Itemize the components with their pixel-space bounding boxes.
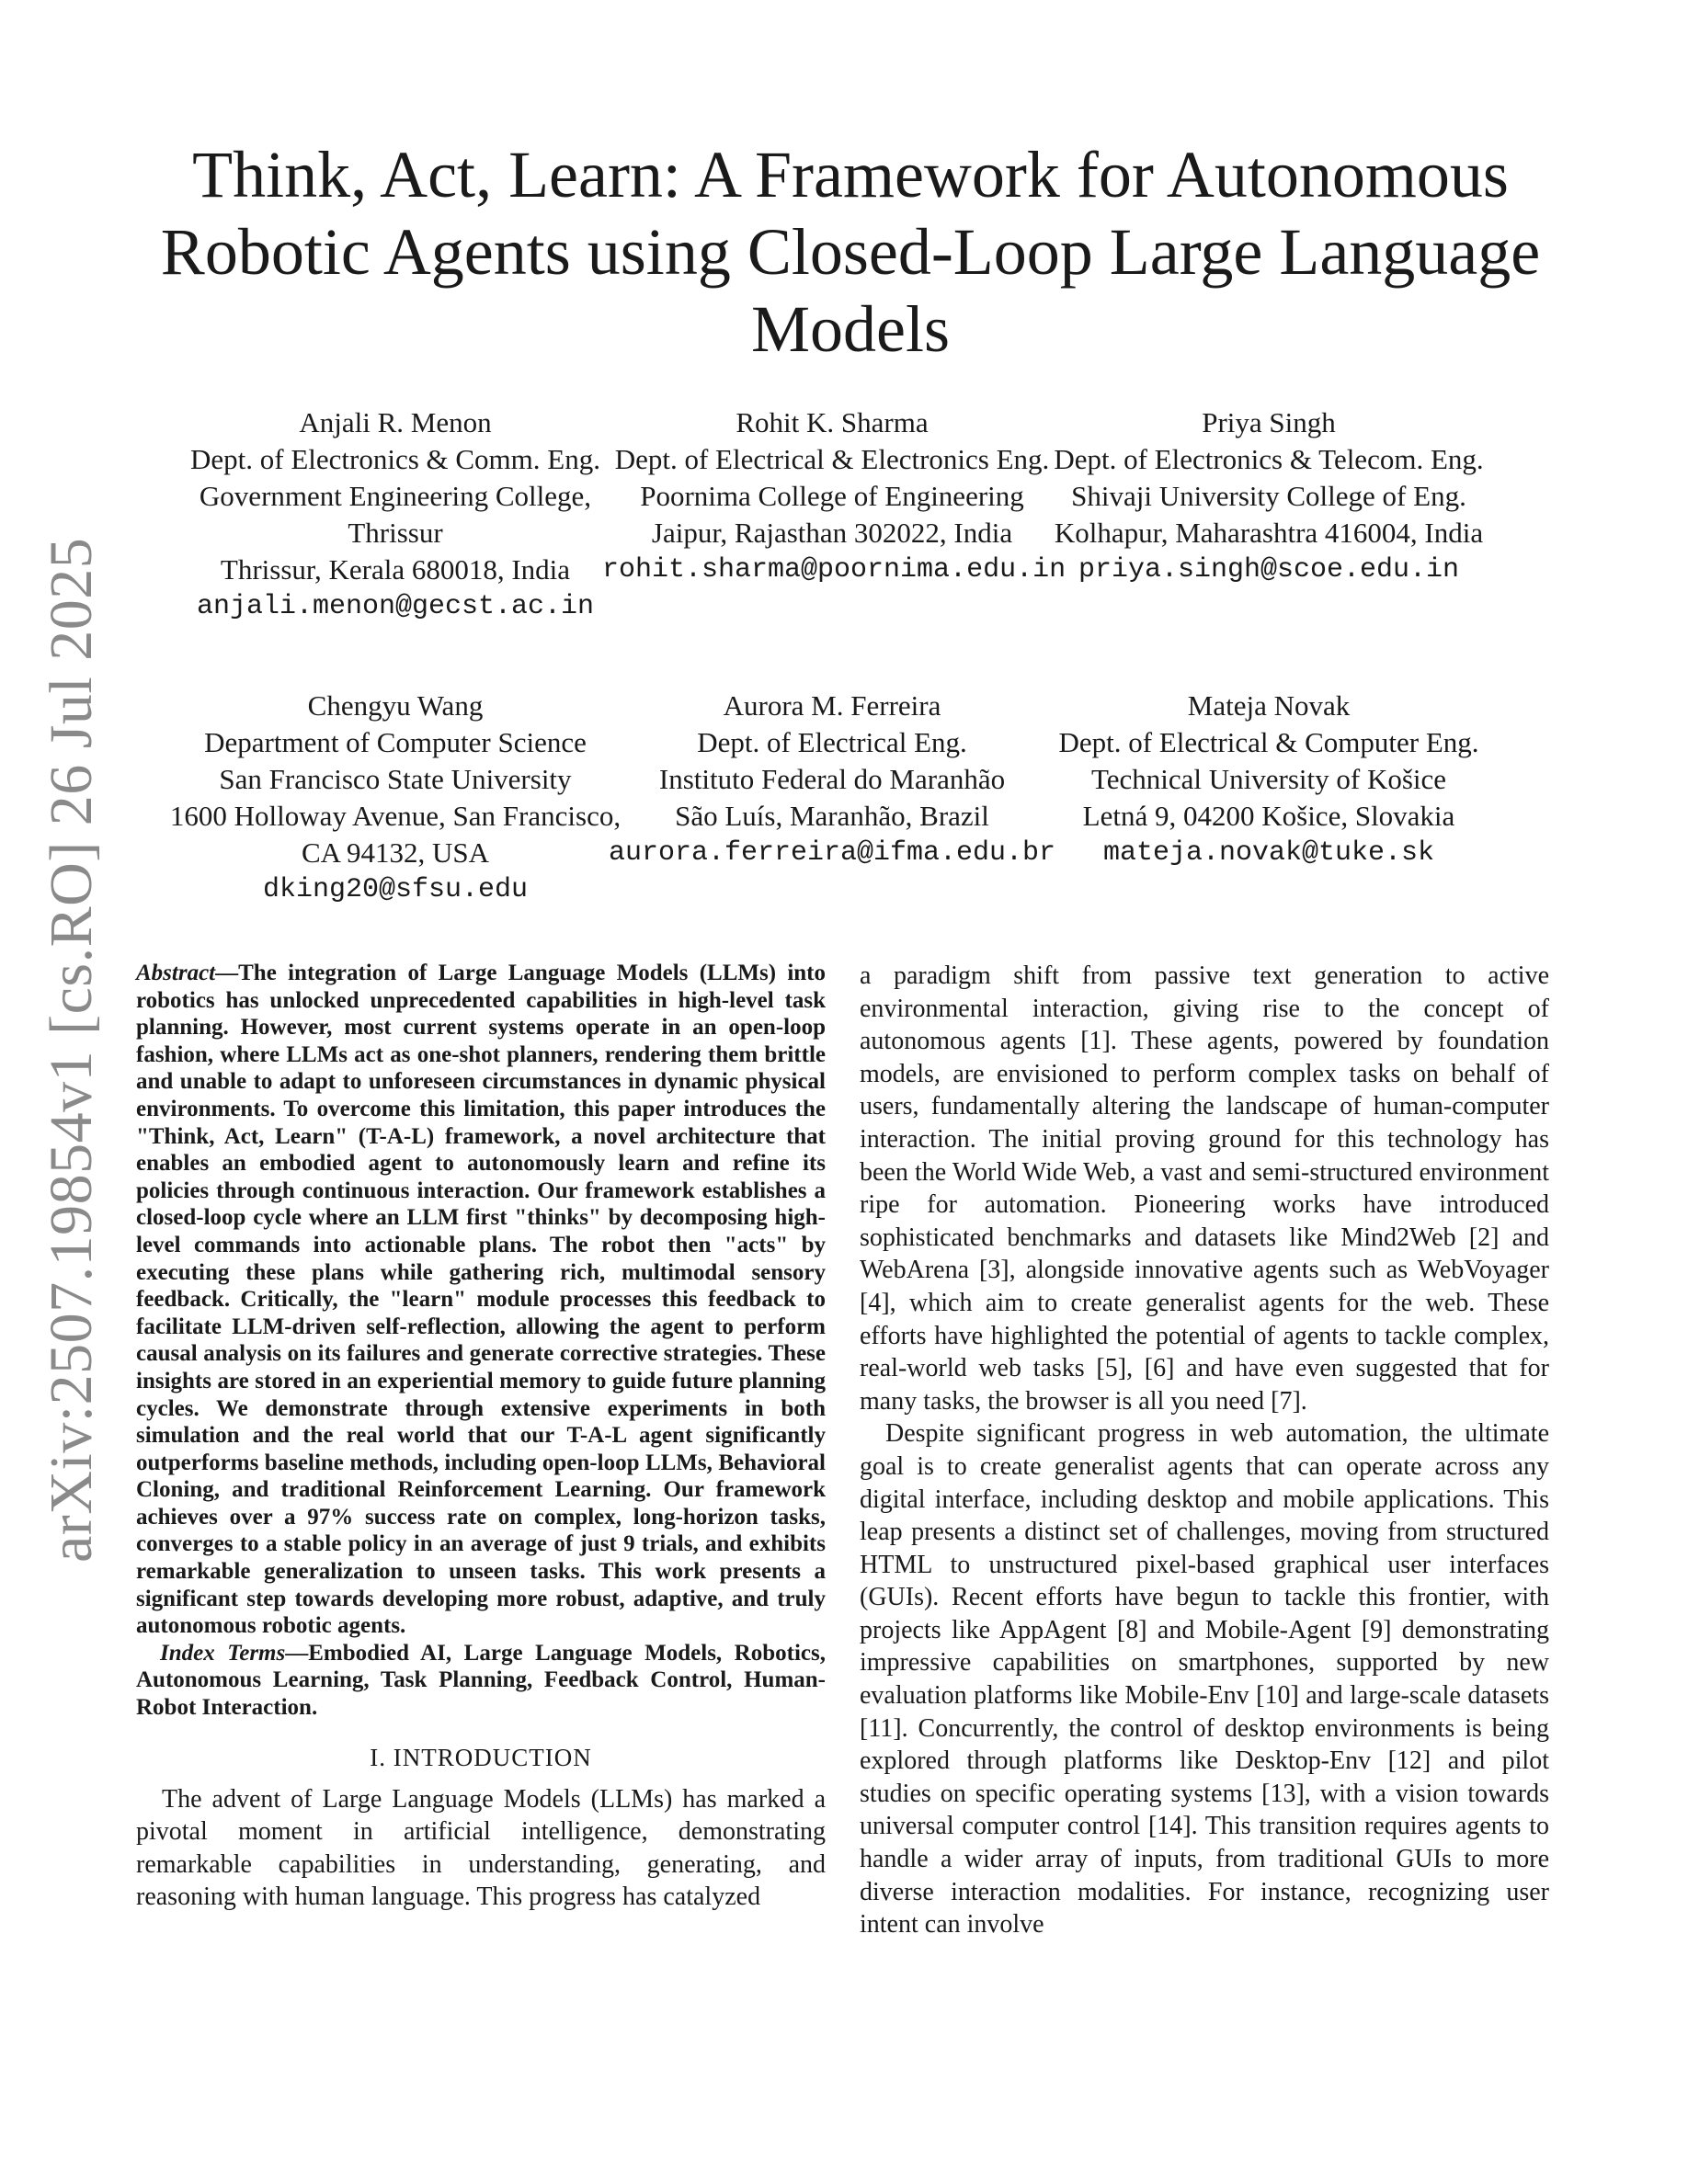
author-email[interactable]: priya.singh@scoe.edu.in — [1078, 554, 1460, 586]
author-address: São Luís, Maranhão, Brazil — [675, 800, 989, 832]
intro-paragraph: Despite significant progress in web automation, the ultimate goal is to create generalist agents that can operate across any digital interface, including desktop and mobile applications. This leap presents a distinct set of challenges, moving from structured HTML to unstructured pixel-based graphical user interfaces (GUIs). Recent efforts have begun to tackle this frontier, with projects like AppAgent [8] and Mobile-Agent [9] demonstrating impressive capabilities on smartphones, supported by new evaluation platforms like Mobile-Env [10] and large-scale datasets [11]. Concurrently, the control of desktop environments is being explored through platforms like Desktop-Env [12] and pilot studies on specific operating systems [13], with a vision towards universal computer control [14]. This transition requires agents to handle a wider array of inputs, from traditional GUIs to more diverse interaction modalities. For instance, recognizing user intent can involve — [860, 1419, 1549, 1939]
abstract-text: —The integration of Large Language Models (LLMs) into robotics has unlocked unprecedented capabilities in high-level task planning. However, most current systems operate in an open-loop fashion, where LLMs act as one-shot planners, rendering them brittle and unable to adapt to unforeseen circumstances in dynamic physical environments. To overcome this limitation, this paper introduces the "Think, Act, Learn" (T-A-L) framework, a novel architecture that enables an embodied agent to autonomously learn and refine its policies through continuous interaction. Our framework establishes a closed-loop cycle where an LLM first "thinks" by decomposing high-level commands into actionable plans. The robot then "acts" by executing these plans while gathering rich, multimodal sensory feedback. Critically, the "learn" module processes this feedback to facilitate LLM-driven self-reflection, allowing the agent to perform causal analysis on its failures and generate corrective strategies. These insights are stored in an experiential memory to guide future planning cycles. We demonstrate through extensive experiments in both simulation and the real world that our T-A-L agent significantly outperforms baseline methods, including open-loop LLMs, Behavioral Cloning, and traditional Reinforcement Learning. Our framework achieves over a 97% success rate on complex, long-horizon tasks, converges to a stable policy in an average of just 9 trials, and exhibits remarkable generalization to unseen tasks. This work presents a significant step towards developing more robust, adaptive, and truly autonomous robotic agents. — [136, 961, 826, 1639]
author-block — [1039, 688, 1499, 871]
author-block — [165, 688, 625, 908]
author-name: Mateja Novak — [1187, 689, 1351, 722]
section-heading: I. INTRODUCTION — [370, 1743, 592, 1771]
author-dept: Dept. of Electronics & Comm. Eng. — [190, 443, 600, 475]
author-dept: Dept. of Electronics & Telecom. Eng. — [1054, 443, 1484, 475]
author-dept: Dept. of Electrical Eng. — [697, 726, 967, 758]
author-address: Jaipur, Rajasthan 302022, India — [651, 517, 1013, 549]
author-email[interactable]: rohit.sharma@poornima.edu.in — [602, 554, 1066, 586]
author-block — [602, 404, 1066, 588]
index-terms-lead: Index Terms — [160, 1640, 286, 1666]
author-institution: Shivaji University College of Eng. — [1071, 480, 1466, 512]
author-block — [602, 688, 1062, 871]
author-name: Rohit K. Sharma — [736, 406, 929, 438]
author-dept: Department of Computer Science — [204, 726, 587, 758]
index-terms-text: —Embodied AI, Large Language Models, Robotics, Autonomous Learning, Task Planning, Feedback Control, Human-Robot Interaction. — [136, 1640, 826, 1721]
author-institution: Instituto Federal do Maranhão — [658, 763, 1006, 795]
author-address: Kolhapur, Maharashtra 416004, India — [1054, 517, 1484, 549]
author-email[interactable]: dking20@sfsu.edu — [262, 874, 529, 905]
author-address: 1600 Holloway Avenue, San Francisco, CA 94132, USA — [169, 800, 622, 869]
abstract-lead: Abstract — [136, 961, 216, 985]
arxiv-stamp: arXiv:2507.19854v1 [cs.RO] 26 Jul 2025 — [38, 537, 105, 1563]
intro-paragraph: The advent of Large Language Models (LLMs) has marked a pivotal moment in artificial intelligence, demonstrating remarkable capabilities in understanding, generating, and reasoning with human language. This progress has catalyzed — [136, 1784, 826, 1912]
author-email[interactable]: aurora.ferreira@ifma.edu.br — [608, 837, 1056, 869]
paper-title: Think, Act, Learn: A Framework for Autonomous Robotic Agents using Closed-Loop Large Language Models — [160, 138, 1541, 366]
right-column — [860, 960, 1549, 1941]
index-terms — [136, 1640, 826, 1722]
author-address: Letná 9, 04200 Košice, Slovakia — [1082, 800, 1455, 832]
author-dept: Dept. of Electrical & Electronics Eng. — [614, 443, 1050, 475]
author-institution: Government Engineering College, Thrissur — [199, 480, 592, 549]
author-name: Chengyu Wang — [307, 689, 484, 722]
author-institution: Poornima College of Engineering — [640, 480, 1024, 512]
author-institution: Technical University of Košice — [1090, 763, 1447, 795]
author-dept: Dept. of Electrical & Computer Eng. — [1058, 726, 1479, 758]
abstract — [136, 960, 826, 1640]
author-name: Aurora M. Ferreira — [723, 689, 941, 722]
author-block — [1039, 404, 1499, 588]
left-column — [136, 960, 826, 1914]
author-email[interactable]: anjali.menon@gecst.ac.in — [196, 591, 595, 622]
author-address: Thrissur, Kerala 680018, India — [220, 553, 571, 586]
intro-paragraph-continued: a paradigm shift from passive text generation to active environmental interaction, giving rise to the concept of autonomous agents [1]. These agents, powered by foundation models, are envisioned to perform complex tasks on behalf of users, fundamentally altering the landscape of human-computer interaction. The initial proving ground for this technology has been the World Wide Web, a vast and semi-structured environment ripe for automation. Pioneering works have introduced sophisticated benchmarks and datasets like Mind2Web [2] and WebArena [3], alongside innovative agents such as WebVoyager [4], which aim to create generalist agents for the web. These efforts have highlighted the potential of agents to tackle complex, real-world web tasks [5], [6] and have even suggested that for many tasks, the browser is all you need [7]. — [860, 961, 1549, 1416]
author-name: Priya Singh — [1202, 406, 1336, 438]
author-email[interactable]: mateja.novak@tuke.sk — [1102, 837, 1435, 869]
author-block — [165, 404, 625, 625]
author-institution: San Francisco State University — [219, 763, 572, 795]
author-name: Anjali R. Menon — [299, 406, 492, 438]
